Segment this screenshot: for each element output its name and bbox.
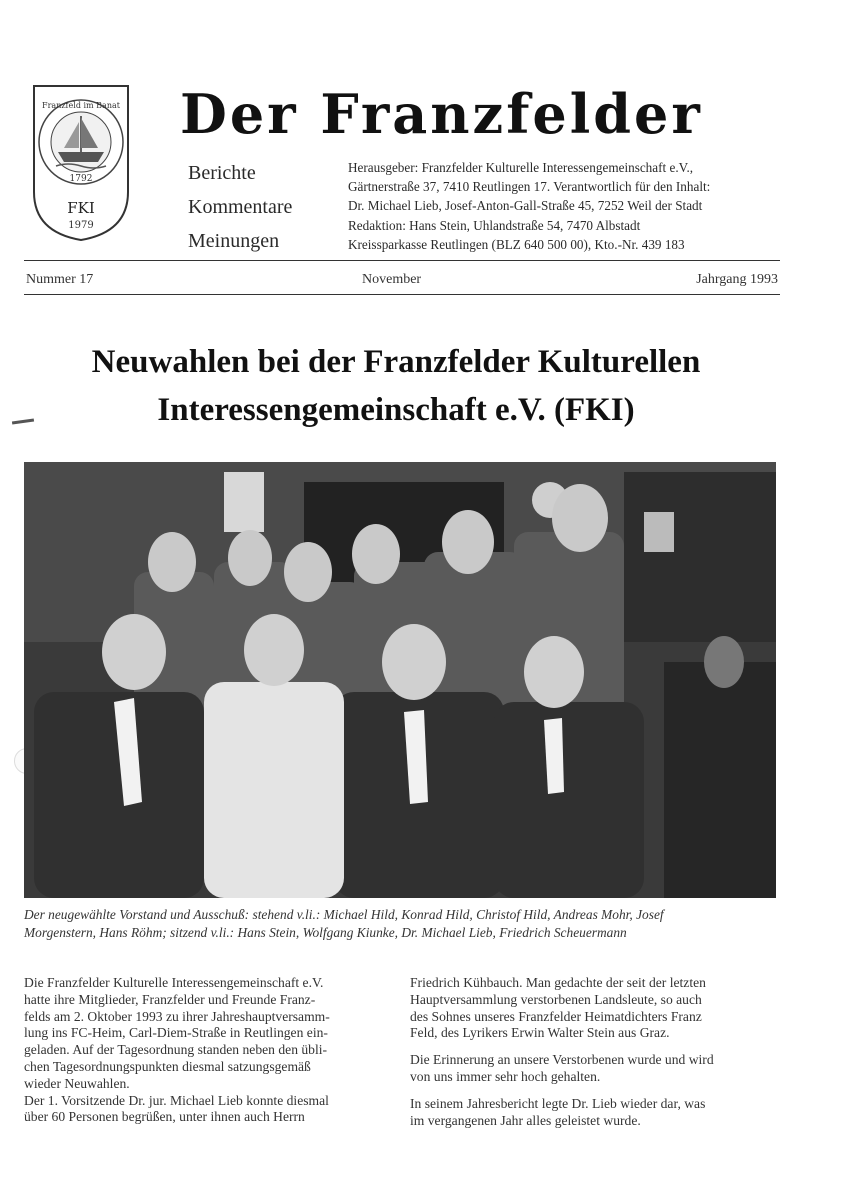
text-line: hatte ihre Mitglieder, Franzfelder und Freunde Franz- bbox=[24, 991, 316, 1007]
text-line: chen Tagesordnungspunkten diesmal satzungsgemäß bbox=[24, 1058, 311, 1074]
text-line: von uns immer sehr hoch gehalten. bbox=[410, 1068, 601, 1084]
text-line: lung ins FC-Heim, Carl-Diem-Straße in Reutlingen ein- bbox=[24, 1025, 328, 1041]
text-line: In seinem Jahresbericht legte Dr. Lieb wieder dar, was bbox=[410, 1095, 706, 1111]
text-line: Die Franzfelder Kulturelle Interessengemeinschaft e.V. bbox=[24, 975, 324, 990]
publisher-line: Kreissparkasse Reutlingen (BLZ 640 500 00), Kto.-Nr. 439 183 bbox=[348, 236, 685, 252]
section-list bbox=[188, 156, 338, 258]
scan-mark bbox=[12, 418, 34, 424]
publisher-line: Gärtnerstraße 37, 7410 Reutlingen 17. Verantwortlich für den Inhalt: bbox=[348, 179, 711, 195]
headline-line-1: Neuwahlen bei der Franzfelder Kulturellen bbox=[91, 344, 701, 380]
group-photo-icon bbox=[24, 462, 776, 898]
issue-month: November bbox=[362, 272, 422, 287]
text-line: Feld, des Lyrikers Erwin Walter Stein aus Graz. bbox=[410, 1025, 670, 1041]
group-photo bbox=[24, 462, 776, 898]
fki-emblem-ship-icon bbox=[30, 82, 132, 244]
logo-abbreviation: FKI bbox=[67, 199, 95, 217]
logo-year: 1979 bbox=[68, 220, 94, 231]
header-rule-bottom bbox=[24, 294, 780, 295]
header-rule-top bbox=[24, 260, 780, 261]
caption-line: Morgenstern, Hans Röhm; sitzend v.li.: Hans Stein, Wolfgang Kiunke, Dr. Michael Lieb, Friedrich Scheuermann bbox=[24, 925, 627, 940]
text-line: felds am 2. Oktober 1993 zu ihrer Jahreshauptversamm- bbox=[24, 1008, 330, 1024]
text-line: über 60 Personen begrüßen, unter ihnen auch Herrn bbox=[24, 1109, 305, 1125]
text-line: wieder Neuwahlen. bbox=[24, 1075, 130, 1091]
text-line: Friedrich Kühbauch. Man gedachte der seit der letzten bbox=[410, 975, 706, 990]
article-column-left bbox=[24, 975, 396, 1126]
text-line: Der 1. Vorsitzende Dr. jur. Michael Lieb konnte diesmal bbox=[24, 1092, 329, 1108]
photo-caption bbox=[24, 906, 784, 942]
fki-logo bbox=[30, 82, 132, 244]
logo-ring-text: Franzfeld im Banat bbox=[42, 101, 120, 110]
caption-line: Der neugewählte Vorstand und Ausschuß: stehend v.li.: Michael Hild, Konrad Hild, Christof Hild, Andreas Mohr, Josef bbox=[24, 907, 664, 922]
issue-year: Jahrgang 1993 bbox=[696, 272, 778, 287]
publisher-line: Redaktion: Hans Stein, Uhlandstraße 54, 7470 Albstadt bbox=[348, 217, 641, 233]
text-line: im vergangenen Jahr alles geleistet wurde. bbox=[410, 1112, 641, 1128]
issue-number: Nummer 17 bbox=[26, 272, 94, 287]
section-meinungen: Meinungen bbox=[188, 230, 280, 252]
text-line: Hauptversammlung verstorbenen Landsleute, so auch bbox=[410, 991, 702, 1007]
text-line: geladen. Auf der Tagesordnung standen neben den übli- bbox=[24, 1042, 328, 1058]
headline-line-2: Interessengemeinschaft e.V. (FKI) bbox=[157, 392, 635, 428]
section-berichte: Berichte bbox=[188, 162, 256, 184]
publisher-info bbox=[348, 158, 788, 254]
section-kommentare: Kommentare bbox=[188, 196, 293, 218]
text-line: Die Erinnerung an unsere Verstorbenen wurde und wird bbox=[410, 1052, 714, 1068]
publisher-line: Dr. Michael Lieb, Josef-Anton-Gall-Straße 45, 7252 Weil der Stadt bbox=[348, 198, 703, 214]
text-line: des Sohnes unseres Franzfelder Heimatdichters Franz bbox=[410, 1008, 702, 1024]
logo-year-town: 1792 bbox=[69, 174, 93, 184]
masthead-title: Der Franzfelder bbox=[180, 82, 703, 146]
publisher-line: Herausgeber: Franzfelder Kulturelle Interessengemeinschaft e.V., bbox=[348, 160, 694, 175]
headline bbox=[40, 338, 752, 434]
issue-bar bbox=[26, 272, 778, 292]
article-column-right bbox=[410, 975, 782, 1129]
